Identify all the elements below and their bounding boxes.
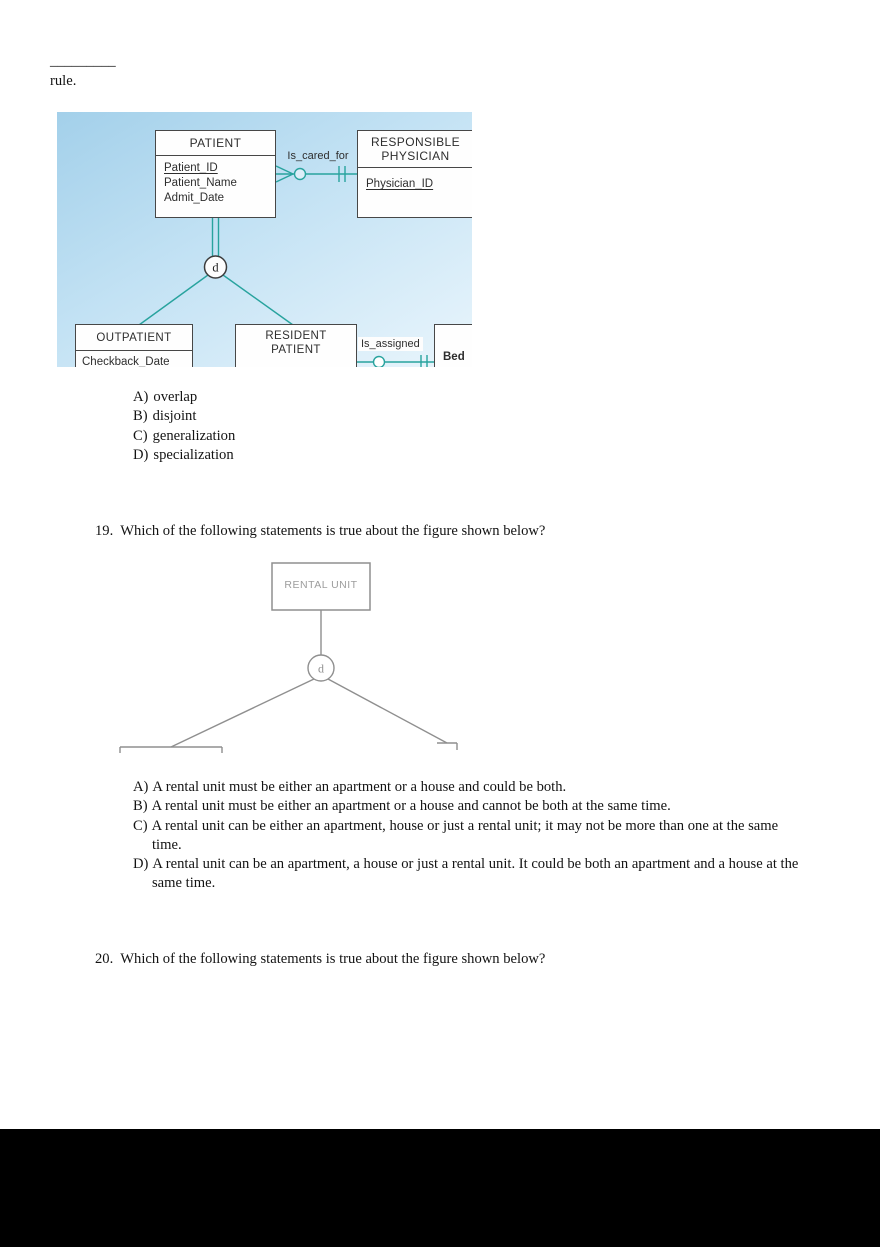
option-text: generalization xyxy=(152,427,236,444)
attribute-admit-date: Admit_Date xyxy=(164,192,225,204)
option-label: D) xyxy=(133,856,149,873)
fill-in-blank: _________ xyxy=(50,53,116,69)
disjoint-symbol: d xyxy=(318,661,324,676)
entity-physician-title-line2: PHYSICIAN xyxy=(381,148,450,163)
relationship-is-cared-for-label: Is_cared_for xyxy=(287,150,349,162)
option-text: disjoint xyxy=(152,408,197,425)
entity-resident-title xyxy=(236,325,356,357)
option-text: specialization xyxy=(153,446,234,463)
entity-resident-title-line1: RESIDENT xyxy=(265,330,327,342)
entity-bed xyxy=(434,324,472,367)
entity-physician-title xyxy=(358,131,472,168)
option-b xyxy=(133,797,811,816)
entity-resident-patient xyxy=(235,324,357,367)
option-d xyxy=(133,446,235,465)
entity-outpatient xyxy=(75,324,193,367)
relationship-is-assigned-label: Is_assigned xyxy=(358,337,423,351)
entity-outpatient-title: OUTPATIENT xyxy=(76,325,192,351)
option-label: B) xyxy=(133,798,148,815)
option-b xyxy=(133,407,235,426)
option-c xyxy=(133,817,811,856)
question19-heading xyxy=(95,523,545,540)
entity-resident-title-line2: PATIENT xyxy=(271,343,321,356)
question20-heading xyxy=(95,951,545,968)
entity-physician-title-line1: RESPONSIBLE xyxy=(370,135,461,149)
entity-patient-attributes xyxy=(156,156,275,206)
attribute-patient-id: Patient_ID xyxy=(164,162,218,174)
question-number: 20. xyxy=(95,951,114,967)
entity-bed-title: Bed xyxy=(443,351,465,363)
question-text: Which of the following statements is true about the figure shown below? xyxy=(120,523,546,539)
question18-options xyxy=(133,388,235,465)
attribute-patient-name: Patient_Name xyxy=(164,177,237,189)
option-label: A) xyxy=(133,779,149,795)
option-text: A rental unit can be an apartment, a house or just a rental unit. It could be both an apartment and a house at the same time. xyxy=(152,856,799,892)
option-label: D) xyxy=(133,446,149,463)
option-label: A) xyxy=(133,389,149,405)
er-diagram-figure xyxy=(57,112,472,367)
attribute-checkback-date: Checkback_Date xyxy=(82,356,170,367)
option-label: C) xyxy=(133,427,148,444)
entity-outpatient-attributes xyxy=(76,351,192,367)
entity-responsible-physician xyxy=(357,130,472,218)
rental-unit-label: RENTAL UNIT xyxy=(284,579,358,591)
option-a xyxy=(133,778,811,797)
page-bottom-black-region xyxy=(0,1129,880,1247)
option-label: B) xyxy=(133,408,148,425)
option-a xyxy=(133,388,235,407)
rental-unit-figure xyxy=(100,555,480,755)
entity-physician-attributes xyxy=(358,168,472,192)
optional-circle-notation xyxy=(295,169,306,180)
option-label: C) xyxy=(133,817,148,834)
attribute-physician-id: Physician_ID xyxy=(366,178,434,190)
option-text: overlap xyxy=(153,389,198,405)
option-d xyxy=(133,855,811,894)
option-c xyxy=(133,427,235,446)
option-text: A rental unit must be either an apartment or a house and cannot be both at the same time. xyxy=(151,798,671,815)
disjoint-symbol: d xyxy=(212,260,219,275)
question19-options xyxy=(133,778,811,894)
option-text: A rental unit can be either an apartment, house or just a rental unit; it may not be more than one at the same time. xyxy=(151,817,779,853)
entity-patient xyxy=(155,130,276,218)
question-text: Which of the following statements is true about the figure shown below? xyxy=(120,951,546,967)
entity-patient-title: PATIENT xyxy=(156,131,275,156)
option-text: A rental unit must be either an apartment or a house and could be both. xyxy=(152,779,567,795)
question-number: 19. xyxy=(95,523,114,539)
rule-text: rule. xyxy=(50,73,77,89)
optional-circle-notation xyxy=(374,357,385,368)
